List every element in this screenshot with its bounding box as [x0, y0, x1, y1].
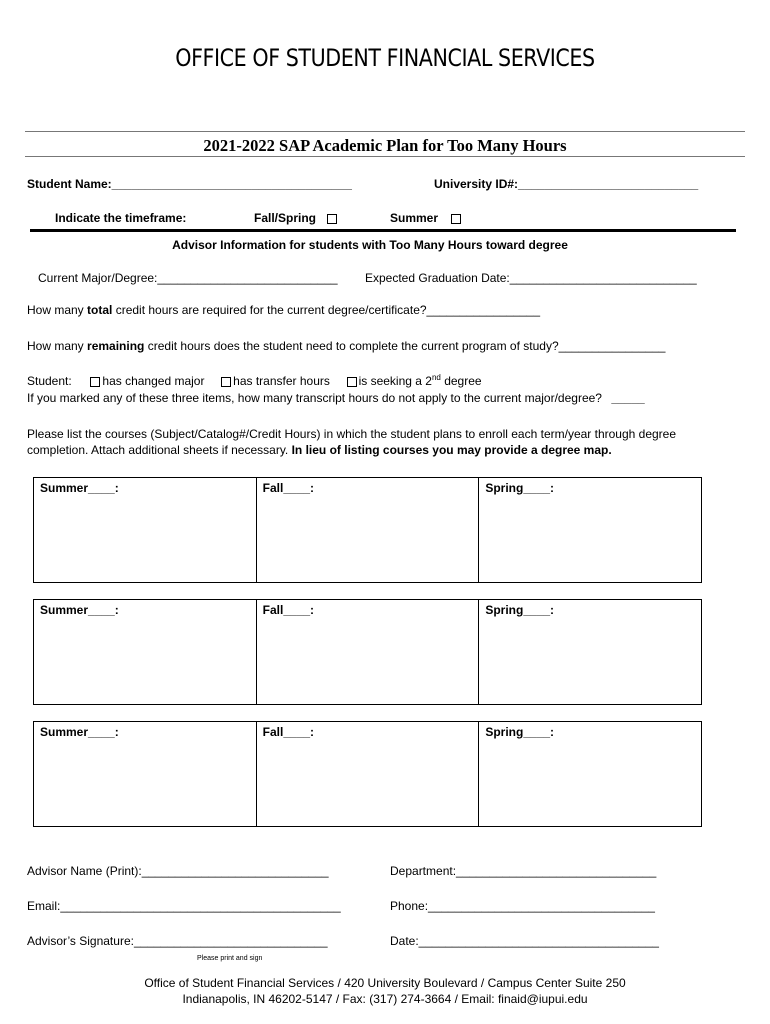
university-id-field[interactable]: University ID#:___________________________: [434, 177, 699, 191]
section-rule: [30, 229, 736, 232]
transfer-hours-checkbox[interactable]: [221, 377, 231, 387]
footer-contact: Indianapolis, IN 46202-5147 / Fax: (317) 274-3664 / Email: finaid@iupui.edu: [182, 992, 588, 1006]
changed-major-checkbox[interactable]: [90, 377, 100, 387]
department-field[interactable]: Department:______________________________: [390, 864, 657, 878]
fall-cell[interactable]: Fall____:: [257, 722, 480, 826]
courses-instructions-line2: completion. Attach additional sheets if necessary. In lieu of listing courses you may provide a degree map.: [27, 443, 612, 457]
footer-address: Office of Student Financial Services / 420 University Boulevard / Campus Center Suite 250: [144, 976, 626, 990]
term-grid-2[interactable]: [33, 599, 702, 705]
summer-cell[interactable]: Summer____:: [34, 600, 257, 704]
second-degree-checkbox[interactable]: [347, 377, 357, 387]
remaining-hours-question[interactable]: How many remaining credit hours does the student need to complete the current program of study?________________: [27, 339, 666, 353]
fall-cell[interactable]: Fall____:: [257, 600, 480, 704]
advisor-info-heading: Advisor Information for students with Too Many Hours toward degree: [172, 238, 568, 252]
title-rule: [25, 156, 745, 157]
courses-instructions-line1: Please list the courses (Subject/Catalog#/Credit Hours) in which the student plans to enroll each term/year through degree: [27, 427, 677, 441]
current-major-field[interactable]: Current Major/Degree:___________________________: [38, 271, 338, 285]
top-rule: [25, 131, 745, 132]
term-grid-3[interactable]: [33, 721, 702, 827]
student-options-row: Student: has changed major has transfer hours is seeking a 2nd degree: [27, 373, 482, 388]
spring-cell[interactable]: Spring____:: [485, 725, 555, 739]
summer-option[interactable]: [390, 211, 463, 225]
summer-cell[interactable]: Summer____:: [34, 722, 257, 826]
student-name-field[interactable]: Student Name:____________________________________: [27, 177, 352, 191]
fall-spring-option[interactable]: [254, 211, 339, 225]
summer-checkbox[interactable]: [451, 214, 461, 224]
spring-cell[interactable]: Spring____:: [485, 603, 555, 617]
fall-spring-label: Fall/Spring: [254, 211, 317, 225]
summer-label: Summer: [390, 211, 439, 225]
date-field[interactable]: Date:____________________________________: [390, 934, 659, 948]
marked-items-question[interactable]: If you marked any of these three items, how many transcript hours do not apply to the current major/degree? _____: [27, 391, 645, 405]
form-title: 2021-2022 SAP Academic Plan for Too Many Hours: [203, 136, 567, 155]
office-heading: OFFICE OF STUDENT FINANCIAL SERVICES: [175, 44, 595, 72]
summer-cell[interactable]: Summer____:: [34, 478, 257, 582]
print-sign-note: Please print and sign: [197, 955, 263, 962]
email-field[interactable]: Email:__________________________________________: [27, 899, 341, 913]
timeframe-label: Indicate the timeframe:: [55, 211, 187, 225]
fall-cell[interactable]: Fall____:: [257, 478, 480, 582]
advisor-name-field[interactable]: Advisor Name (Print):____________________________: [27, 864, 329, 878]
phone-field[interactable]: Phone:__________________________________: [390, 899, 655, 913]
term-grid-1[interactable]: [33, 477, 702, 583]
spring-cell[interactable]: Spring____:: [485, 481, 555, 495]
advisor-signature-field[interactable]: Advisor’s Signature:_____________________________: [27, 934, 328, 948]
graduation-date-field[interactable]: Expected Graduation Date:____________________________: [365, 271, 697, 285]
total-hours-question[interactable]: How many total credit hours are required for the current degree/certificate?_________________: [27, 303, 540, 317]
fall-spring-checkbox[interactable]: [327, 214, 337, 224]
